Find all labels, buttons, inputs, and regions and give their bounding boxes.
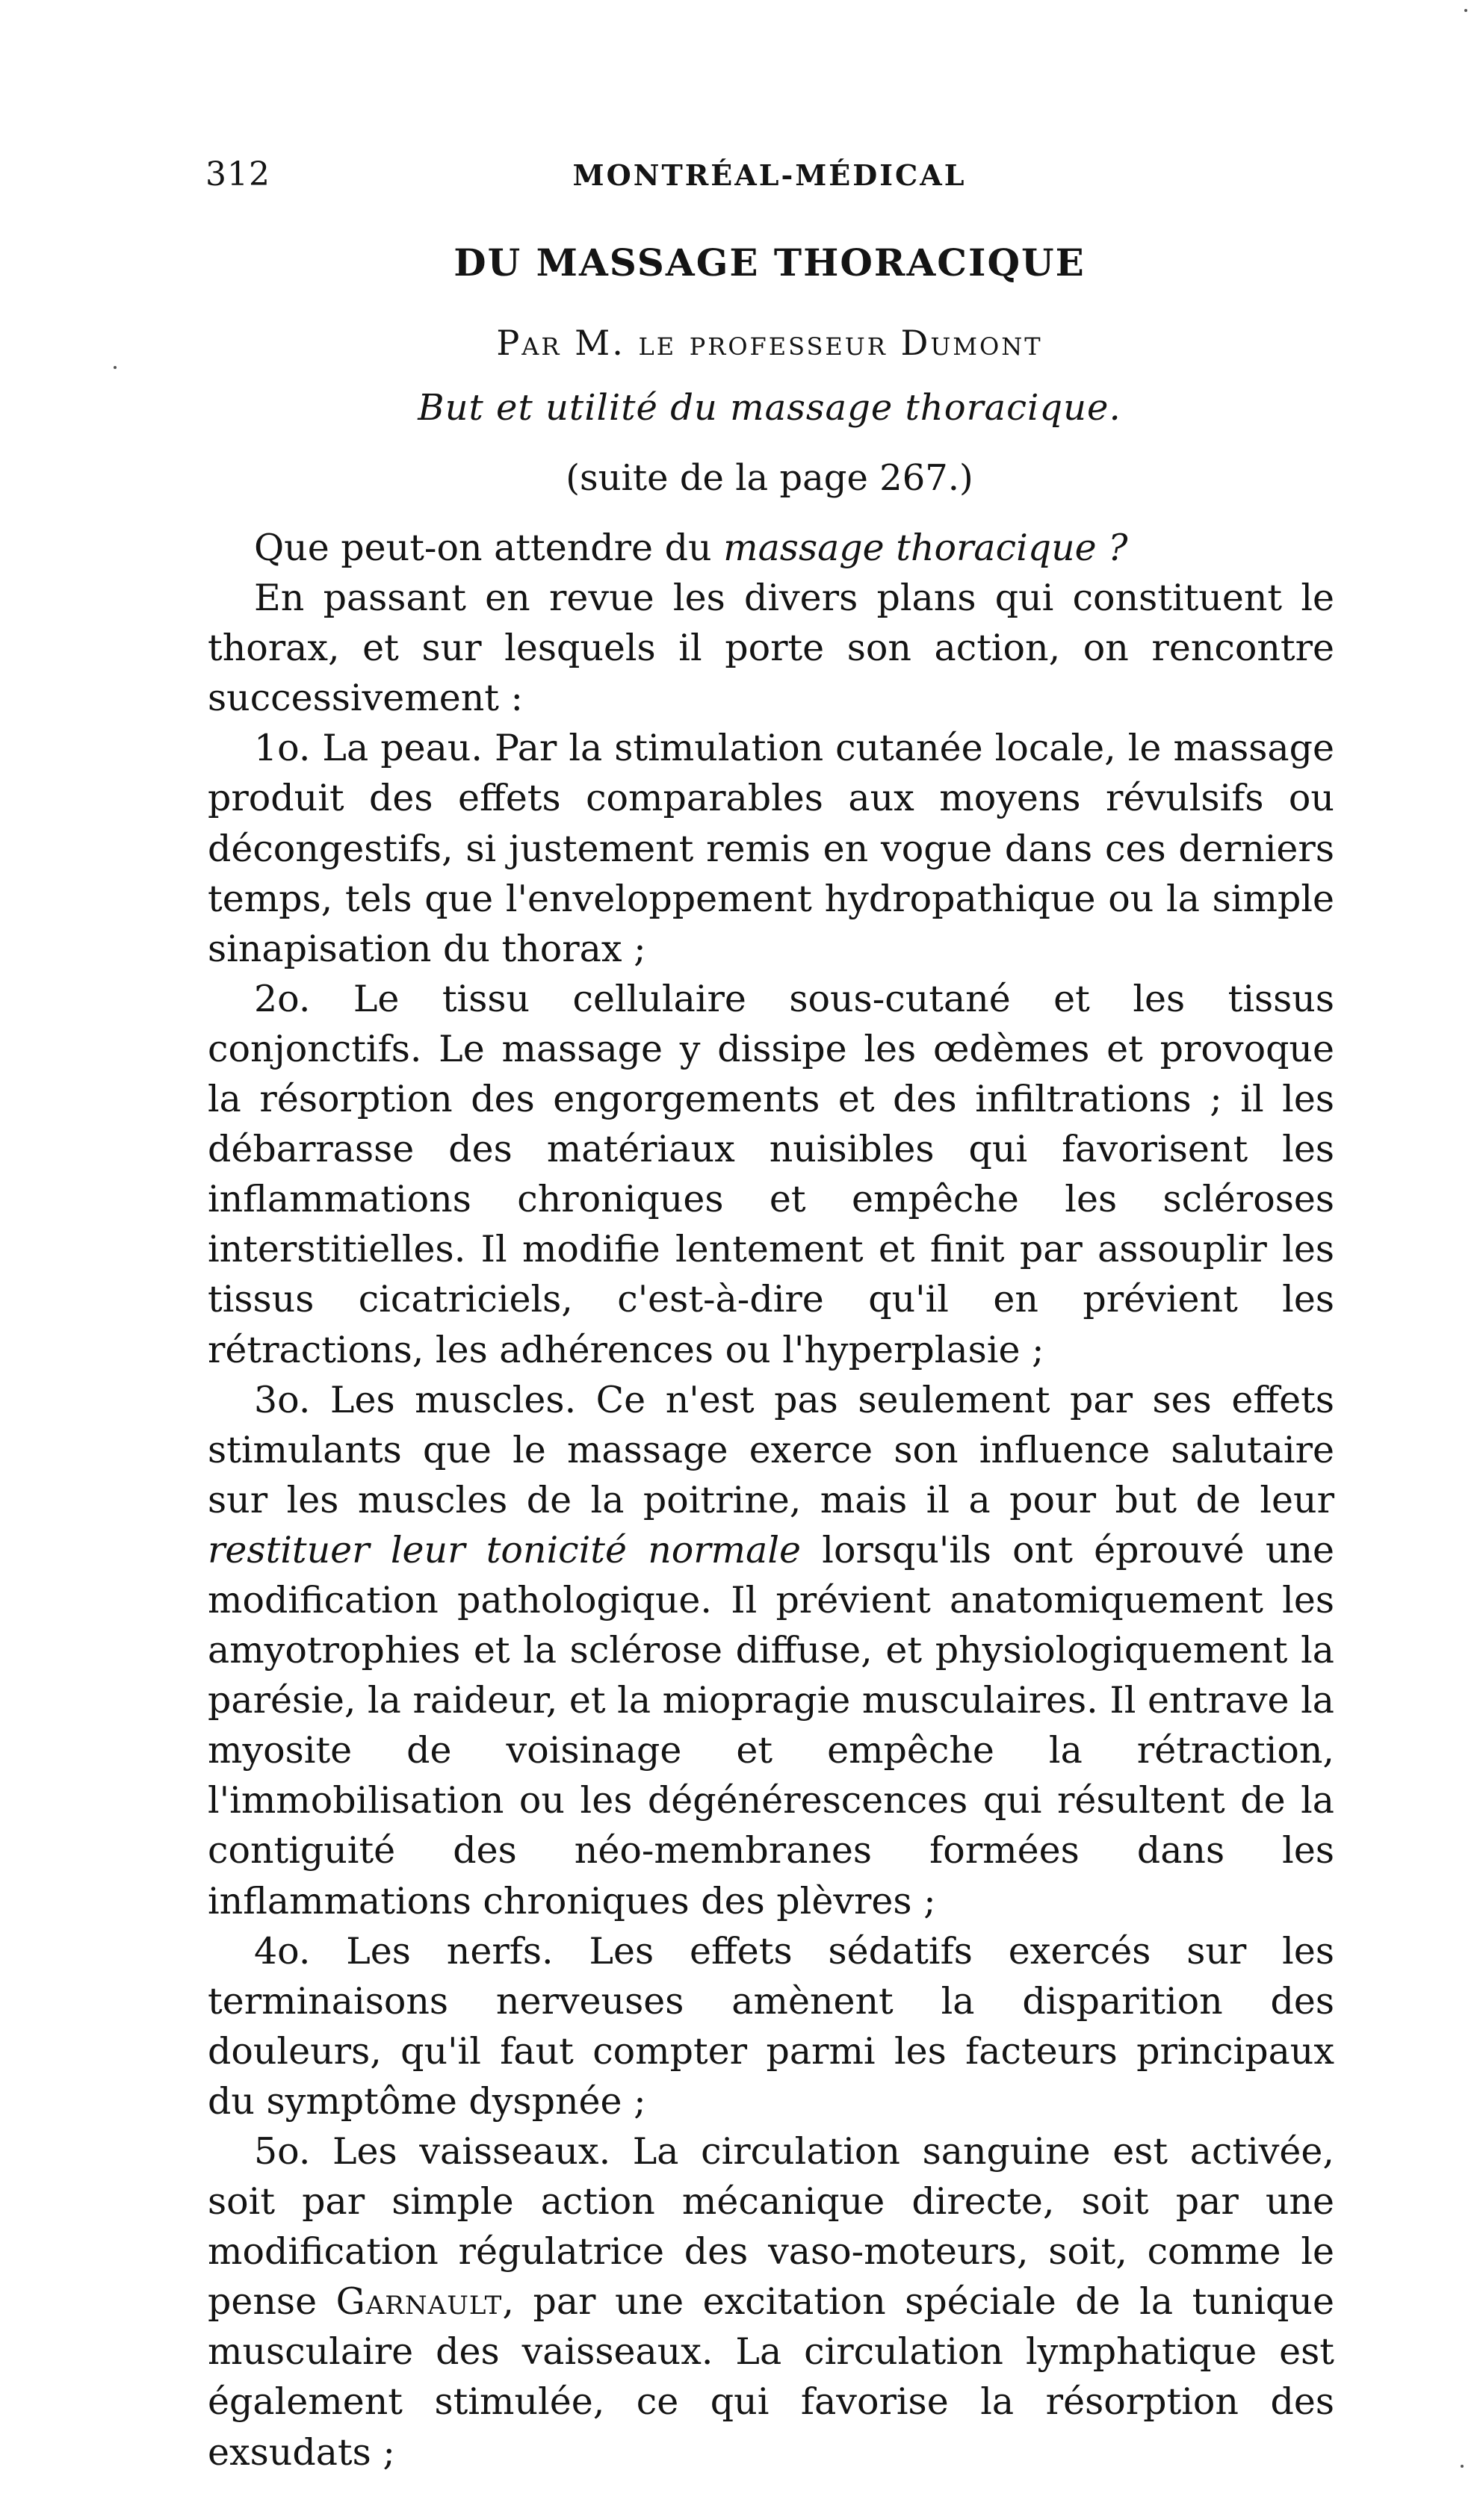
paragraph-text: lorsqu'ils ont éprouvé une modification pathologique. Il prévient anatomiquement les amyotrophies et la sclérose diffuse, et physiologiquement la parésie, la raideur, et la miopragie musculaires. Il entrave la myosite de voisinage et empêche la rétraction, l'immobilisation ou les dégénérescences qui résultent de la contiguité des néo-membranes formées dans les inflammations chroniques des plèvres ; <box>208 1528 1335 1922</box>
scan-speck <box>1464 9 1467 12</box>
paragraph-intro: En passant en revue les divers plans qui constituent le thorax, et sur lesquels il porte son action, on rencontre successivement : <box>208 577 1334 720</box>
paragraph-text: Que peut-on attendre du <box>254 527 724 569</box>
article-title: DU MASSAGE THORACIQUE <box>453 240 1086 285</box>
running-head: MONTRÉAL-MÉDICAL <box>572 158 967 192</box>
paragraph-nerfs: 4o. Les nerfs. Les effets sédatifs exercés sur les terminaisons nerveuses amènent la disparition des douleurs, qu'il faut compter parmi les facteurs principaux du symptôme dyspnée ; <box>208 1929 1334 2123</box>
page-number: 312 <box>205 155 270 193</box>
paragraph-peau: 1o. La peau. Par la stimulation cutanée locale, le massage produit des effets comparables aux moyens révulsifs ou décongestifs, si justement remis en vogue dans ces derniers temps, tels que l'enveloppement hydropathique ou la simple sinapisation du thorax ; <box>208 727 1334 970</box>
paragraph-tissu: 2o. Le tissu cellulaire sous-cutané et les tissus conjonctifs. Le massage y dissipe les œdèmes et provoque la résorption des engorgements et des infiltrations ; il les débarrasse des matériaux nuisibles qui favorisent les inflammations chroniques et empêche les scléroses interstitielles. Il modifie lentement et finit par assouplir les tissus cicatriciels, c'est-à-dire qu'il en prévient les rétractions, les adhérences ou l'hyperplasie ; <box>208 977 1334 1371</box>
paragraph-muscles <box>208 1375 1334 1926</box>
scan-speck <box>114 366 117 369</box>
paragraph-text: 5o. Les vaisseaux. La circulation sanguine est activée, soit par simple action mécanique directe, soit par une modification régulatrice des vaso-moteurs, soit, comme le pense <box>208 2130 1334 2324</box>
article-body <box>208 523 1334 2477</box>
article-subtitle: But et utilité du massage thoracique. <box>418 387 1121 429</box>
article-author: Par M. le professeur Dumont <box>496 323 1043 363</box>
paragraph-vaisseaux <box>208 2126 1334 2477</box>
paragraph-text: , par une excitation spéciale de la tunique musculaire des vaisseaux. La circulation lymphatique est également stimulée, ce qui favorise la résorption des exsudats ; <box>208 2280 1334 2474</box>
author-name-smallcaps: Garnault <box>335 2280 503 2324</box>
paragraph-italic: massage thoracique ? <box>723 527 1128 569</box>
continued-note: (suite de la page 267.) <box>566 457 973 499</box>
scan-speck <box>1461 2465 1464 2468</box>
paragraph-question <box>208 523 1334 573</box>
page-header <box>205 155 1334 200</box>
paragraph-text: 3o. Les muscles. Ce n'est pas seulement par ses effets stimulants que le massage exerce son influence salutaire sur les muscles de la poitrine, mais il a pour but de leur <box>208 1378 1334 1521</box>
paragraph-italic: restituer leur tonicité normale <box>208 1528 802 1571</box>
